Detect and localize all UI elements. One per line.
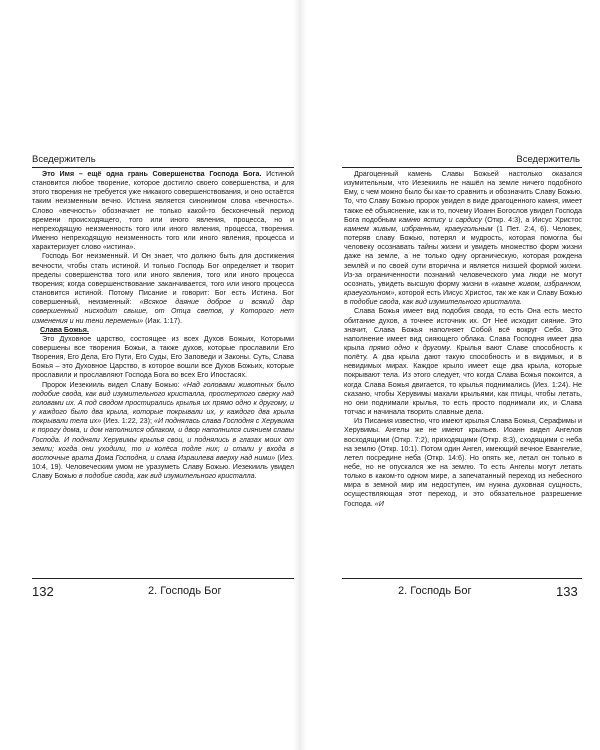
scripture-quote: «Над головами животных было подобие свода, как вид изумительного кристалла, простертого сверху над головами их. А под сводом простирались крылья их прямо одно к другому, и у каждого было два крыла, которые покрывали их, у каждого два крыла покрывали тела их» [32,380,294,426]
scripture-quote: в подобие свода, как вид изумительного кристалла. [78,472,257,481]
scripture-quote: «И поднялась слава Господня с Херувима к порогу дома, и дом наполнился облаком, и двор наполнился сиянием славы Господа. И подняли Херувимы крылья свои, и поднялись в глазах моих от земли; когда они уходили, то и колёса подле них; и стали у входа в восточные врата Дома Господня, и слава Израилева вверху над ними» [32,417,294,462]
paragraph [344,307,582,417]
paragraph-text: Это Духовное царство, состоящее из всех Духов Божьих, Которыми совершены все творения Божьи, а также духов, которые прославили Его Творения, Его Дела, Его Пути, Его Суды, Его Заповеди и Законы. Суть, Слава Божья – это Духовное Царство, в которое вошли все Духов Божьих, которые прославили и прославляют Господа Бога во всех Его Ипостасях. [32,334,294,380]
paragraph-text: Господь Бог неизменный. И Он знает, что должно быть для достижения вечности, чтобы стать истиной. И только Господь Бог определяет и творит пределы совершенства того или иного явления, того или иного процесса творения; когда совершенствование заканчивается, того или иного процесса становится истиной. Потому Писание и говорит: Бог есть Истина. Бог совершенный, неизменный: [32,252,294,307]
paragraph-text: (Иез. 10:4, 19). Человеческим умом не уразуметь Славу Божью. Иезекииль увидел Славу Божью [32,453,294,481]
paragraph [32,170,294,252]
paragraph [344,417,582,509]
paragraph [32,252,294,325]
scripture-quote: подобие свода, как вид изумительного кристалла. [349,298,522,307]
paragraph-text: Истиной становится любое творение, которое достигло своего совершенства, и для этого творения не требуется уже никакого совершенствования, и оно остаётся таким неизменным вечно. Истина является синонимом слова «вечность». Слово «вечность» обозначает не только какой-то бесконечный период времени происходящего, того или иного явления, процесса, но и непреходящую неизменность того или иного явления, процесса, творения. Именно непреходящую неизменность того или иного явления, процесса и характеризует слово «истина». [32,170,294,252]
paragraph-text: (1 Пет. 2:4, 6). Человек, потеряв славу Божью, потерял и мудрость, которая помогла бы человеку осознавать тайны жизни и увидеть множество форм жизни даже на земле, а не только одну органическую, которая рождена землёй и по своей сути вторична и является низшей формой жизни. Из-за ограниченности познаний человеческого ума люди не могут осознать, увидеть высшую форму жизни в [344,224,582,288]
scripture-quote: камнем живым, избранным, краеугольным [344,224,493,233]
header-rule [32,167,294,168]
scripture-quote: камню яспису и сардису [398,215,482,224]
paragraph [32,381,294,482]
paragraph-text: Драгоценный камень Славы Божьей настолько оказался изумительным, что Иезекииль не нашёл на земле ничего подобного Ему, с чем можно было бы как-то сравнить и обозначить Славу Божью. То, что Славу Божью пророк увидел в виде драгоценного камня, имеет также её объяснение, как и то, почему Иоанн Богослов увидел Господа Бога подобным [344,170,582,224]
paragraph [32,335,294,381]
header-rule [342,167,582,168]
scripture-quote: «И [374,499,384,508]
paragraph-text: Пророк Иезекииль видел Славу Божью: [42,380,183,389]
reference: (Иез. 1:22, 23); [101,417,155,426]
right-page [300,0,600,750]
section-heading [32,326,294,335]
running-head: Вседержитель [32,154,96,165]
paragraph-text: Слава Божья имеет вид подобия свода, то есть Она есть место обитание духов, а точнее источник их. От Неё исходит сияние. Это значит, Слава Божья наполняет Собой всё вокруг Себя. Это наполнение имеет вид сияющего облака. Слава Господня имеет два крыла [344,307,582,352]
scripture-quote: «Всякое даяние доброе и всякий дар совершенный нисходит свыше, от Отца светов, у Которого нет изменения и ни тени перемены» [32,298,294,325]
running-head: Вседержитель [516,154,580,165]
page-footer [300,584,600,600]
section-heading-text: Слава Божья. [40,325,89,334]
scripture-quote: «камне живом, избранном, краеугольном» [344,279,582,298]
page-body [32,170,294,573]
paragraph [344,170,582,307]
scripture-quote: прямо одно к другому [369,343,450,352]
page-footer [0,584,300,600]
footer-rule [342,578,582,579]
paragraph-text: Из Писания известно, что имеют крылья Слава Божья, Серафимы и Херувимы. Ангелы же не имеют крыльев. Иоанн видел Ангелов восходящими (Откр. 7:2), приходящими (Откр. 8:3), сходящими с неба на землю (Откр. 10:1). Потом один Ангел, имеющий вечное Евангелие, летел посредине неба (Откр. 14:6). Но опять же, летал он только в небе, но не опускался же на землю. То есть Ангелы могут летать только в каком-то одном мире, а запечатанный переход из небесного мира в земной мир им недоступен, им нужна духовная сущность, осуществляющая этот переход, и это обязательное разрешение Господа. [344,417,582,508]
paragraph-text: . Крылья вают Славе способность к полёту. А два крыла дают такую способность и в видимых, и в невидимых мирах. Каждое крыло имеет еще два крыла, которые покрывают тела. Из этого следует, что когда Слава Божья покоится, а когда Слава Божья двигается, то крылья поднимались (Иез. 1:24). Не сказано, чтобы Херувимы махали крыльями, как птицы, чтобы летать, но они поднимали крылья, то есть просто поднимали их, и Слава тотчас и начинала творить славные дела. [344,343,582,417]
page-body [344,170,582,573]
page-number: 132 [32,584,54,599]
chapter-title: 2. Господь Бог [398,585,472,597]
lead-sentence: Это Имя – ещё одна грань Совершенства Господа Бога. [42,170,262,178]
reference: (Откр. 4:3), а Иисус Христос [482,215,582,224]
footer-rule [32,578,294,579]
chapter-title: 2. Господь Бог [148,585,222,597]
reference: (Иак. 1:17). [143,316,182,325]
page-number: 133 [556,584,578,599]
paragraph-text: , которой есть Иисус Христос, так же как и Славу Божью в [344,289,582,307]
